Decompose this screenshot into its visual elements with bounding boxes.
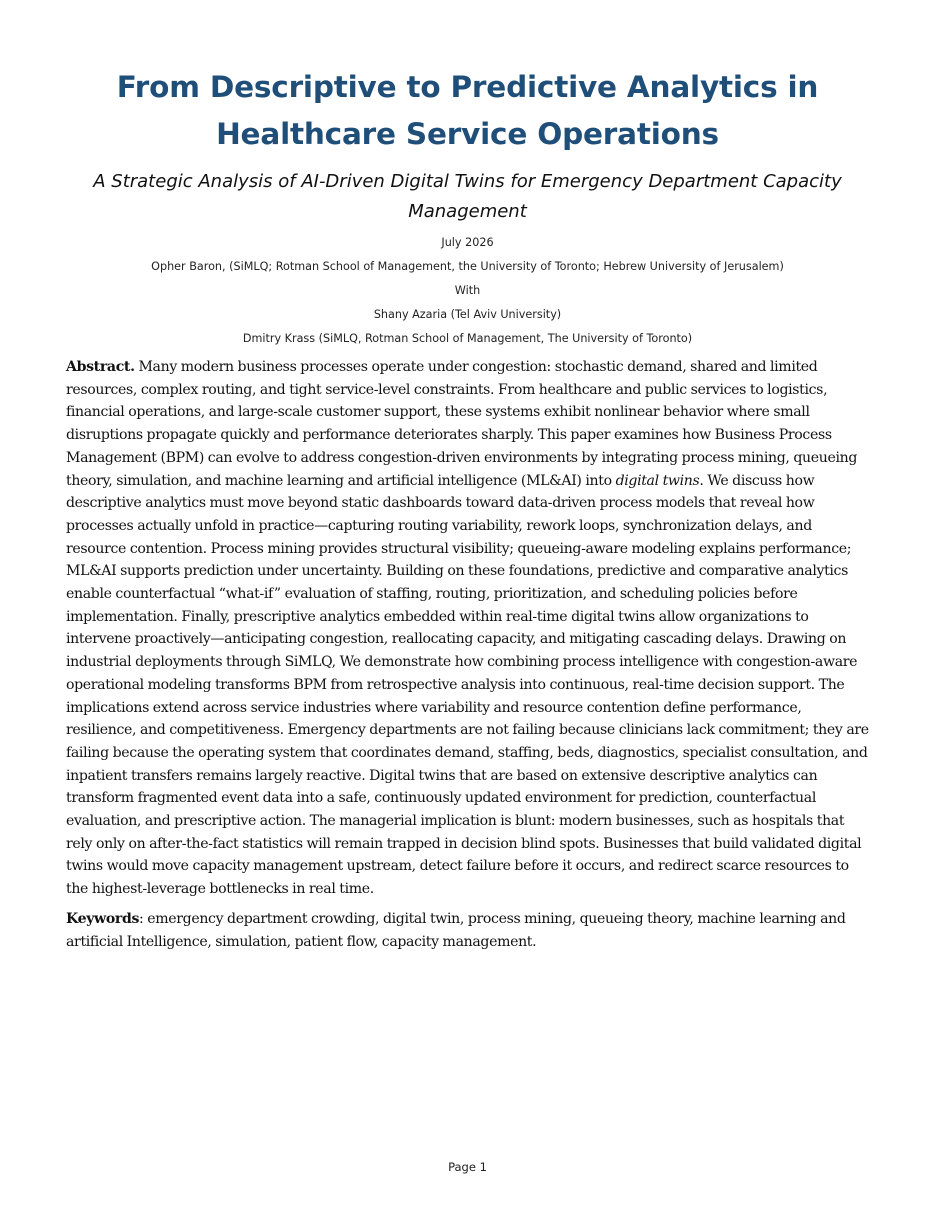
abstract-text-part-1: Many modern business processes operate under congestion: stochastic demand, shared and limited resources, complex routing, and tight service-level constraints. From healthcare and public services to logistics, financial operations, and large-scale customer support, these systems exhibit nonlinear behavior where small disruptions propagate quickly and performance deteriorates sharply. This paper examines how Business Process Management (BPM) can evolve to address congestion-driven environments by integrating process mining, queueing theory, simulation, and machine learning and artificial intelligence (ML&AI) into [66, 359, 858, 489]
keywords-text: : emergency department crowding, digital twin, process mining, queueing theory, machine learning and artificial Intelligence, simulation, patient flow, capacity management. [66, 910, 846, 950]
abstract-emphasis: digital twins [615, 472, 700, 489]
author-tertiary: Dmitry Krass (SiMLQ, Rotman School of Management, The University of Toronto) [242, 332, 693, 345]
keywords-label: Keywords [66, 910, 140, 927]
paper-subtitle: A Strategic Analysis of AI-Driven Digital Twins for Emergency Department Capacity Management [93, 171, 842, 222]
keywords-paragraph [66, 908, 869, 953]
paper-title [66, 64, 869, 158]
abstract-text-part-2: . We discuss how descriptive analytics must move beyond static dashboards toward data-driven process models that reveal how processes actually unfold in practice—capturing routing variability, rework loops, synchronization delays, and resource contention. Process mining provides structural visibility; queueing-aware modeling explains performance; ML&AI supports prediction under uncertainty. Building on these foundations, predictive and comparative analytics enable counterfactual “what-if” evaluation of staffing, routing, prioritization, and scheduling policies before implementation. Finally, prescriptive analytics embedded within real-time digital twins allow organizations to intervene proactively—anticipating congestion, reallocating capacity, and mitigating cascading delays. Drawing on industrial deployments through SiMLQ, We demonstrate how combining process intelligence with congestion-aware operational modeling transforms BPM from retrospective analysis into continuous, real-time decision support. The implications extend across service industries where variability and resource contention define performance, resilience, and competitiveness. Emergency departments are not failing because clinicians lack commitment; they are failing because the operating system that coordinates demand, staffing, beds, diagnostics, specialist consultation, and inpatient transfers remains largely reactive. Digital twins that are based on extensive descriptive analytics can transform fragmented event data into a safe, continuously updated environment for prediction, counterfactual evaluation, and prescriptive action. The managerial implication is blunt: modern businesses, such as hospitals that rely only on after-the-fact statistics will remain trapped in decision blind spots. Businesses that build validated digital twins would move capacity management upstream, detect failure before it occurs, and redirect scarce resources to the highest-leverage bottlenecks in real time. [66, 472, 869, 898]
abstract-paragraph [66, 356, 869, 901]
author-secondary: Shany Azaria (Tel Aviv University) [373, 308, 562, 321]
author-primary: Opher Baron, (SiMLQ; Rotman School of Management, the University of Toronto; Hebrew University of Jerusalem) [151, 260, 784, 273]
publication-date: July 2026 [441, 236, 494, 249]
title-line-2: Healthcare Service Operations [216, 117, 719, 151]
with-label: With [454, 284, 481, 297]
paper-page [66, 64, 869, 953]
page-number: Page 1 [448, 1160, 487, 1174]
abstract-label: Abstract. [66, 359, 135, 375]
title-line-1: From Descriptive to Predictive Analytics in [116, 70, 819, 104]
